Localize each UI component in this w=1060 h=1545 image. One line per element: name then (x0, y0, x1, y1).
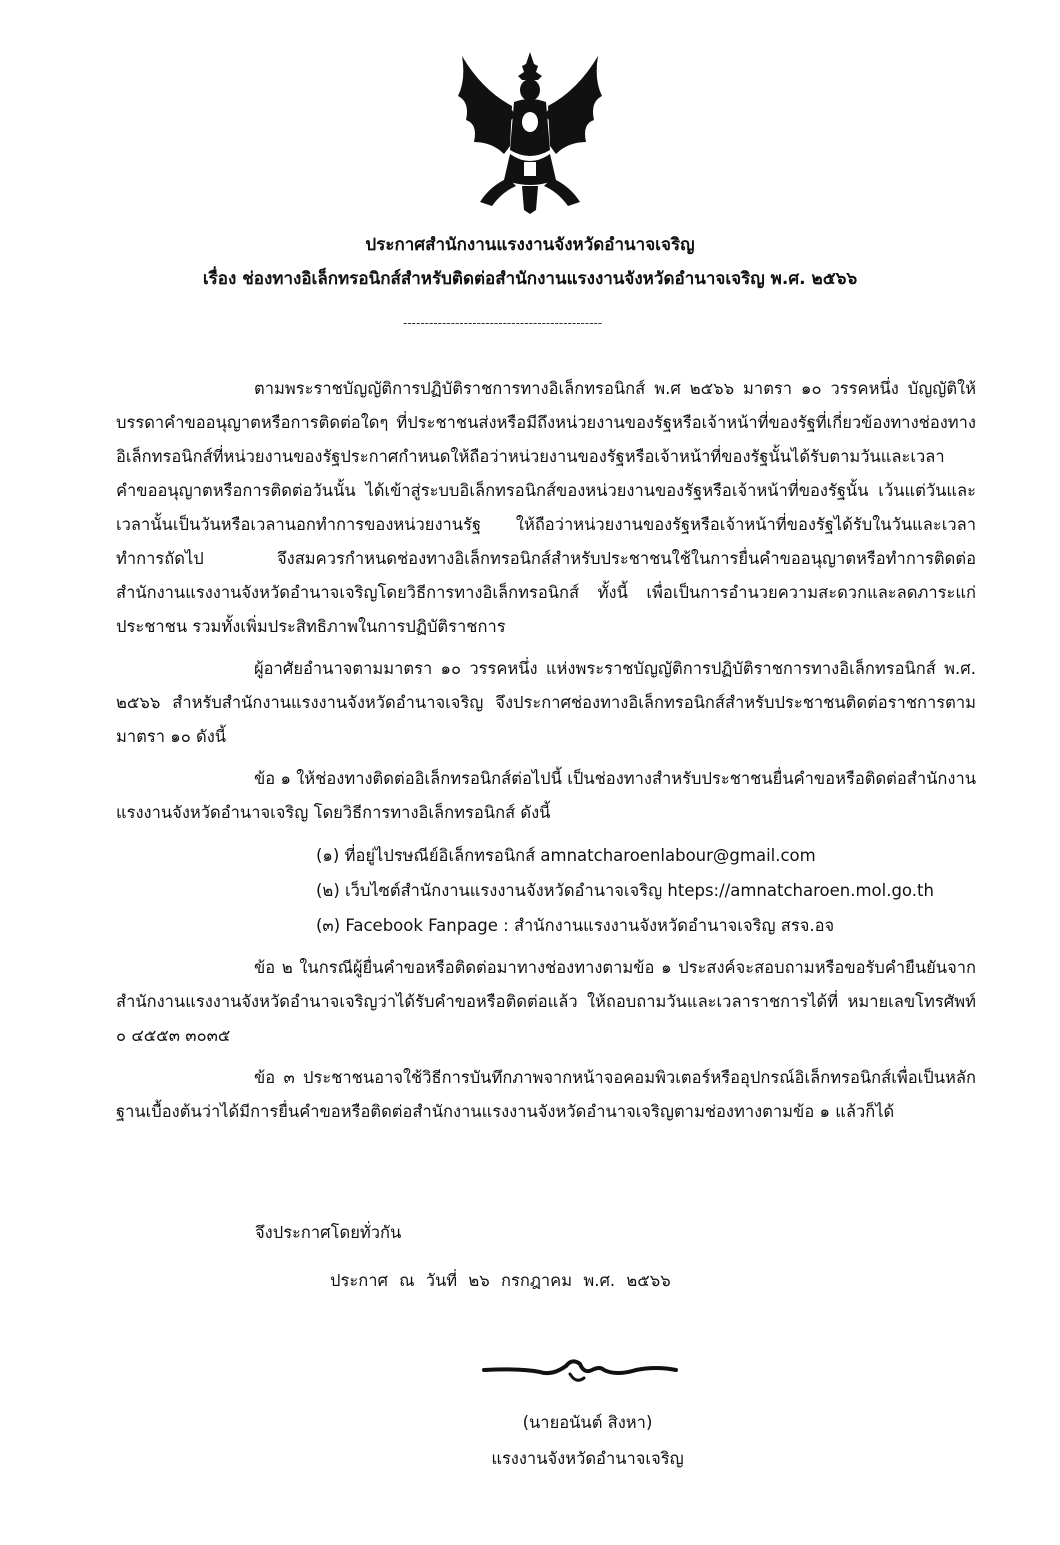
paragraph-1: ตามพระราชบัญญัติการปฏิบัติราชการทางอิเล็กทรอนิกส์ พ.ศ ๒๕๖๖ มาตรา ๑๐ วรรคหนึ่ง บัญญัติให้บรรดาคำขออนุญาตหรือการติดต่อใดๆ ที่ประชาชนส่งหรือมีถึงหน่วยงานของรัฐหรือเจ้าหน้าที่ของรัฐที่เกี่ยวข้องทางช่องทางอิเล็กทรอนิกส์ที่หน่วยงานของรัฐประกาศกำหนดให้ถือว่าหน่วยงานของรัฐหรือเจ้าหน้าที่ของรัฐนั้นได้รับตามวันและเวลาคำขออนุญาตหรือการติดต่อวันนั้น ได้เข้าสู่ระบบอิเล็กทรอนิกส์ของหน่วยงานของรัฐหรือเจ้าหน้าที่ของรัฐนั้น เว้นแต่วันและเวลานั้นเป็นวันหรือเวลานอกทำการของหน่วยงานรัฐ ให้ถือว่าหน่วยงานของรัฐหรือเจ้าหน้าที่ของรัฐได้รับในวันและเวลาทำการถัดไป จึงสมควรกำหนดช่องทางอิเล็กทรอนิกส์สำหรับประชาชนใช้ในการยื่นคำขออนุญาตหรือทำการติดต่อสำนักงานแรงงานจังหวัดอำนาจเจริญโดยวิธีการทางอิเล็กทรอนิกส์ ทั้งนี้ เพื่อเป็นการอำนวยความสะดวกและลดภาระแก่ประชาชน รวมทั้งเพิ่มประสิทธิภาพในการปฏิบัติราชการ (116, 379, 976, 636)
channel-facebook: (๓) Facebook Fanpage : สำนักงานแรงงานจังหวัดอำนาจเจริญ สรจ.อจ (316, 916, 835, 935)
handwritten-signature (480, 1340, 680, 1388)
garuda-emblem-icon (452, 50, 608, 215)
channel-website: (๒) เว็บไซต์สำนักงานแรงงานจังหวัดอำนาจเจริญ hteps://amnatcharoen.mol.go.th (316, 881, 934, 900)
signer-position: แรงงานจังหวัดอำนาจเจริญ (491, 1449, 684, 1468)
channel-email: (๑) ที่อยู่ไปรษณีย์อิเล็กทรอนิกส์ amnatcharoenlabour@gmail.com (316, 846, 816, 865)
channel-list (116, 838, 976, 943)
announcement-subject: เรื่อง ช่องทางอิเล็กทรอนิกส์สำหรับติดต่อสำนักงานแรงงานจังหวัดอำนาจเจริญ พ.ศ. ๒๕๖๖ (202, 269, 858, 289)
title-separator: ---------------------------------------------- (403, 316, 603, 330)
announcement-date: ประกาศ ณ วันที่ ๒๖ กรกฎาคม พ.ศ. ๒๕๖๖ (330, 1271, 671, 1290)
clause-2: ข้อ ๒ ในกรณีผู้ยื่นคำขอหรือติดต่อมาทางช่องทางตามข้อ ๑ ประสงค์จะสอบถามหรือขอรับคำยืนยันจากสำนักงานแรงงานจังหวัดอำนาจเจริญว่าได้รับคำขอหรือติดต่อแล้ว ให้ถอบถามวันและเวลาราชการได้ที่ หมายเลขโทรศัพท์ ๐ ๔๕๕๓ ๓๐๓๕ (116, 958, 976, 1045)
signer-name: (นายอนันต์ สิงหา) (522, 1413, 653, 1432)
closing-announcement: จึงประกาศโดยทั่วกัน (255, 1223, 402, 1242)
announcement-body (116, 372, 976, 1137)
paragraph-2: ผู้อาศัยอำนาจตามมาตรา ๑๐ วรรคหนึ่ง แห่งพระราชบัญญัติการปฏิบัติราชการทางอิเล็กทรอนิกส์ พ.ศ. ๒๕๖๖ สำหรับสำนักงานแรงงานจังหวัดอำนาจเจริญ จึงประกาศช่องทางอิเล็กทรอนิกส์สำหรับประชาชนติดต่อราชการตามมาตรา ๑๐ ดังนี้ (116, 659, 976, 746)
announcement-title: ประกาศสำนักงานแรงงานจังหวัดอำนาจเจริญ (365, 235, 695, 255)
clause-1: ข้อ ๑ ให้ช่องทางติดต่ออิเล็กทรอนิกส์ต่อไปนี้ เป็นช่องทางสำหรับประชาชนยื่นคำขอหรือติดต่อสำนักงานแรงงานจังหวัดอำนาจเจริญ โดยวิธีการทางอิเล็กทรอนิกส์ ดังนี้ (116, 769, 976, 822)
clause-3: ข้อ ๓ ประชาชนอาจใช้วิธีการบันทึกภาพจากหน้าจอคอมพิวเตอร์หรืออุปกรณ์อิเล็กทรอนิกส์เพื่อเป็นหลักฐานเบื้องต้นว่าได้มีการยื่นคำขอหรือติดต่อสำนักงานแรงงานจังหวัดอำนาจเจริญตามช่องทางตามข้อ ๑ แล้วก็ได้ (116, 1068, 976, 1121)
